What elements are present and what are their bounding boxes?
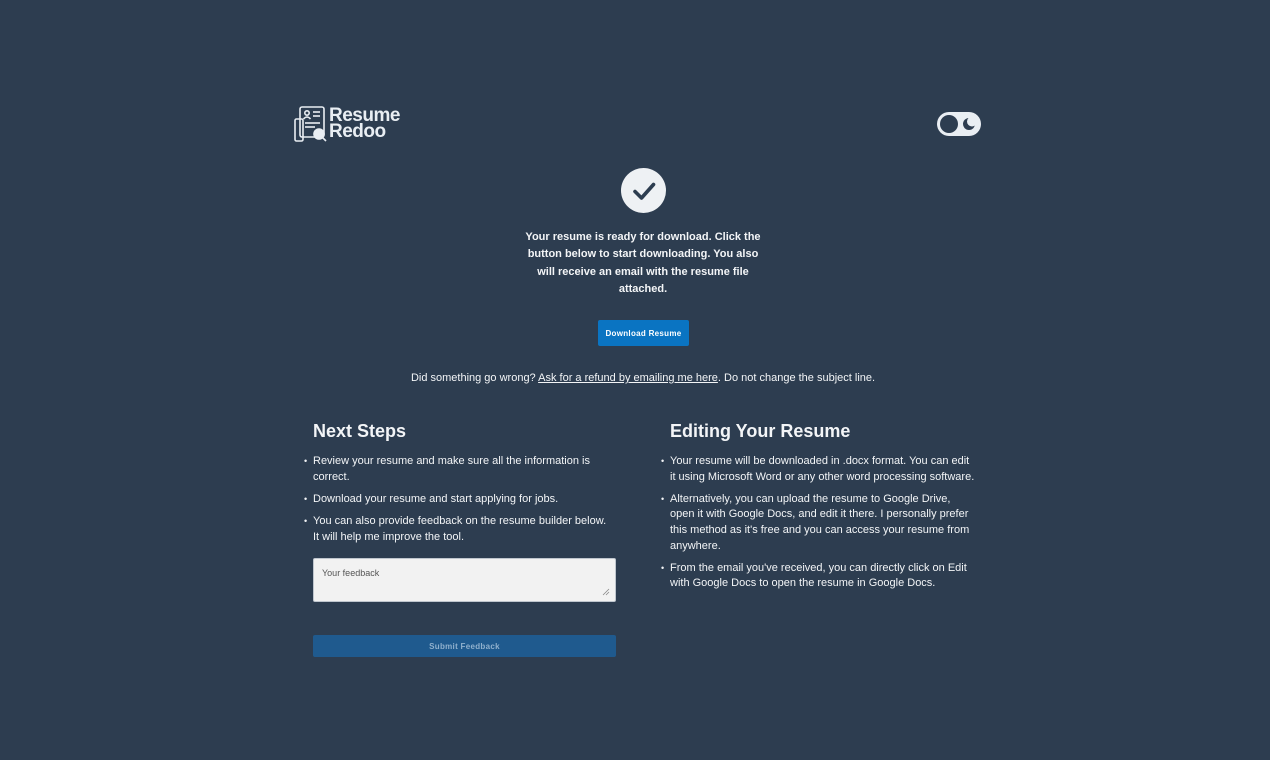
resume-document-icon [293,105,327,143]
editing-title: Editing Your Resume [670,421,851,441]
resize-handle-icon[interactable] [602,588,610,596]
refund-suffix: . Do not change the subject line. [717,372,876,384]
check-icon [630,177,658,205]
editing-list [670,454,976,599]
logo-text [329,105,400,142]
download-ready-message: Your resume is ready for download. Click the button below to start downloading. You also will receive an email with the resume file attached. [525,231,761,295]
next-steps-list [313,454,615,552]
list-item: • Alternatively, you can upload the resume to Google Drive, open it with Google Docs, and edit it there. I personally prefer this method as it's free and you can access your resume from anywhere. [670,492,976,554]
download-resume-button[interactable]: Download Resume [598,320,689,346]
moon-icon [962,117,976,131]
feedback-textarea[interactable] [313,558,616,602]
list-item: • Your resume will be downloaded in .docx format. You can edit it using Microsoft Word or any other word processing software. [670,454,976,485]
refund-prefix: Did something go wrong? [410,372,539,384]
list-item: • You can also provide feedback on the resume builder below. It will help me improve the tool. [313,514,615,545]
refund-notice [0,372,1270,384]
list-item: • Review your resume and make sure all the information is correct. [313,454,615,485]
list-item: • Download your resume and start applying for jobs. [313,492,615,508]
logo-line-2: Redoo [329,121,386,142]
success-check-badge [621,168,666,213]
logo-line-1: Resume [329,105,400,126]
list-item: • From the email you've received, you can directly click on Edit with Google Docs to open the resume in Google Docs. [670,561,976,592]
theme-toggle[interactable] [937,112,981,136]
next-steps-title: Next Steps [313,421,407,441]
submit-feedback-button[interactable]: Submit Feedback [313,635,616,657]
refund-email-link[interactable]: Ask for a refund by emailing me here [538,372,718,384]
logo[interactable] [293,105,400,143]
toggle-knob [940,115,958,133]
